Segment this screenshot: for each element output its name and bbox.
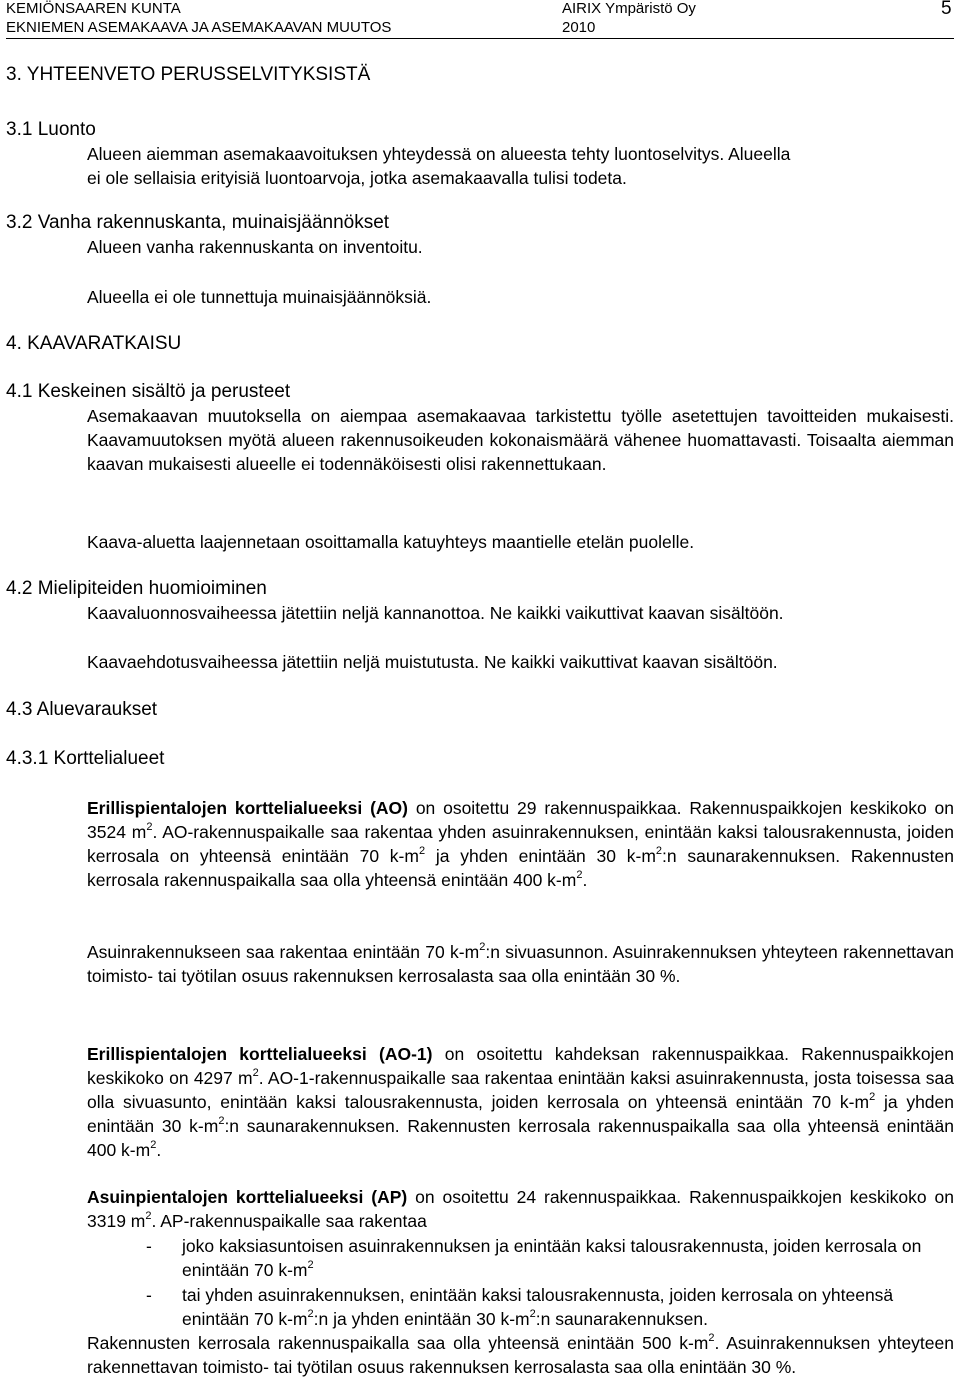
page-number: 5 [941, 0, 952, 19]
header-municipality: KEMIÖNSAAREN KUNTA [6, 0, 181, 17]
ap-paragraph: Asuinpientalojen korttelialueeksi (AP) on osoitettu 24 rakennuspaikkaa. Rakennuspaikkojen keskikoko on 3319 $m^2$. AP-rakennuspaikalle saa rakentaa [87, 1187, 954, 1231]
header-rule [6, 38, 954, 39]
ap-closing-paragraph: Rakennusten kerrosala rakennuspaikalla saa olla yhteensä enintään 500 $k-m^2$. Asuinrakennuksen yhteyteen rakennettavan toimisto- tai työtilan osuus rakennuksen kerrosalasta saa olla enintään 30 %. [87, 1332, 954, 1377]
ao1-paragraph: Erillispientalojen korttelialueeksi (AO-1) on osoitettu kahdeksan rakennuspaikkaa. Rakennuspaikkojen keskikoko on 4297 $m^2$. AO-1-rakennuspaikalle saa rakentaa enintään kaksi asuinrakennusta, josta toisessa saa olla sivuasunto, enintään kaksi talousrakennusta, joiden kerrosala on yhteensä enintään 70 $k-m^2$ ja yhden enintään 30 $k-m^2:n$ saunarakennuksen. Rakennusten kerrosala rakennuspaikalla saa olla yhteensä enintään 400 $k-m^2$. [87, 1044, 954, 1160]
ap-term: Asuinpientalojen korttelialueeksi (AP) [87, 1187, 408, 1207]
section-3-heading: 3. YHTEENVETO PERUSSELVITYKSISTÄ [6, 64, 371, 85]
bullet-dash: - [146, 1236, 152, 1256]
section-4-3-heading: 4.3 Aluevaraukset [6, 699, 158, 720]
section-4-heading: 4. KAAVARATKAISU [6, 333, 182, 354]
section-4-2-paragraph-1: Kaavaluonnosvaiheessa jätettiin neljä kannanottoa. Ne kaikki vaikuttivat kaavan sisältöön. [87, 603, 784, 623]
section-4-1-heading: 4.1 Keskeinen sisältö ja perusteet [6, 381, 291, 402]
header-plan-name: EKNIEMEN ASEMAKAAVA JA ASEMAKAAVAN MUUTOS [6, 19, 392, 36]
section-3-2-line-2: Alueella ei ole tunnettuja muinaisjäännöksiä. [87, 287, 432, 307]
section-4-2-heading: 4.2 Mielipiteiden huomioiminen [6, 578, 267, 599]
section-4-3-1-heading: 4.3.1 Korttelialueet [6, 748, 165, 769]
ao-secondary-paragraph: Asuinrakennukseen saa rakentaa enintään 70 $k-m^2:n$ sivuasunnon. Asuinrakennuksen yhteyteen rakennettavan toimisto- tai työtilan osuus rakennuksen kerrosalasta saa olla enintään 30 %. [87, 941, 954, 986]
ao-paragraph: Erillispientalojen korttelialueeksi (AO) on osoitettu 29 rakennuspaikkaa. Rakennuspaikkojen keskikoko on 3524 $m^2$. AO-rakennuspaikalle saa rakentaa yhden asuinrakennuksen, enintään kaksi talousrakennusta, joiden kerrosala on yhteensä enintään 70 $k-m^2$ ja yhden enintään 30 $k-m^2:n$ saunarakennuksen. Rakennusten kerrosala rakennuspaikalla saa olla yhteensä enintään 400 $k-m^2$. [87, 798, 955, 890]
header-year: 2010 [562, 19, 596, 36]
section-4-1-paragraph-2: Kaava-aluetta laajennetaan osoittamalla katuyhteys maantielle etelän puolelle. [87, 532, 695, 552]
section-3-1-line-1: Alueen aiemman asemakaavoituksen yhteydessä on alueesta tehty luontoselvitys. Alueella [87, 144, 791, 164]
ap-bullet-2: tai yhden asuinrakennuksen, enintään kaksi talousrakennusta, joiden kerrosala on yhteensä enintään 70 $k-m^2:n$ ja yhden enintään 30 $k-m^2:n$ saunarakennuksen. [182, 1285, 894, 1329]
section-4-1-paragraph-1: Asemakaavan muutoksella on aiempaa asemakaavaa tarkistettu työlle asetettujen tavoitteiden mukaisesti. Kaavamuutoksen myötä alueen rakennusoikeuden kokonaismäärä vähenee huomattavasti. Toisaalta aiemman kaavan mukaisesti alueelle ei todennäköisesti olisi rakennettukaan. [87, 406, 954, 474]
section-3-1-heading: 3.1 Luonto [6, 119, 96, 140]
header-company: AIRIX Ympäristö Oy [562, 0, 696, 17]
section-3-1-line-2: ei ole sellaisia erityisiä luontoarvoja, jotka asemakaavalla tulisi todeta. [87, 168, 627, 188]
page-header [6, 0, 954, 38]
ao-term: Erillispientalojen korttelialueeksi (AO) [87, 798, 408, 818]
ap-bullet-1: joko kaksiasuntoisen asuinrakennuksen ja enintään kaksi talousrakennusta, joiden kerrosala on enintään 70 $k-m^2$ [182, 1236, 922, 1280]
section-3-2-line-1: Alueen vanha rakennuskanta on inventoitu. [87, 237, 423, 257]
ao1-term: Erillispientalojen korttelialueeksi (AO-1) [87, 1044, 433, 1064]
bullet-dash: - [146, 1285, 152, 1305]
section-3-2-heading: 3.2 Vanha rakennuskanta, muinaisjäännökset [6, 212, 390, 233]
section-4-2-paragraph-2: Kaavaehdotusvaiheessa jätettiin neljä muistutusta. Ne kaikki vaikuttivat kaavan sisältöön. [87, 652, 778, 672]
